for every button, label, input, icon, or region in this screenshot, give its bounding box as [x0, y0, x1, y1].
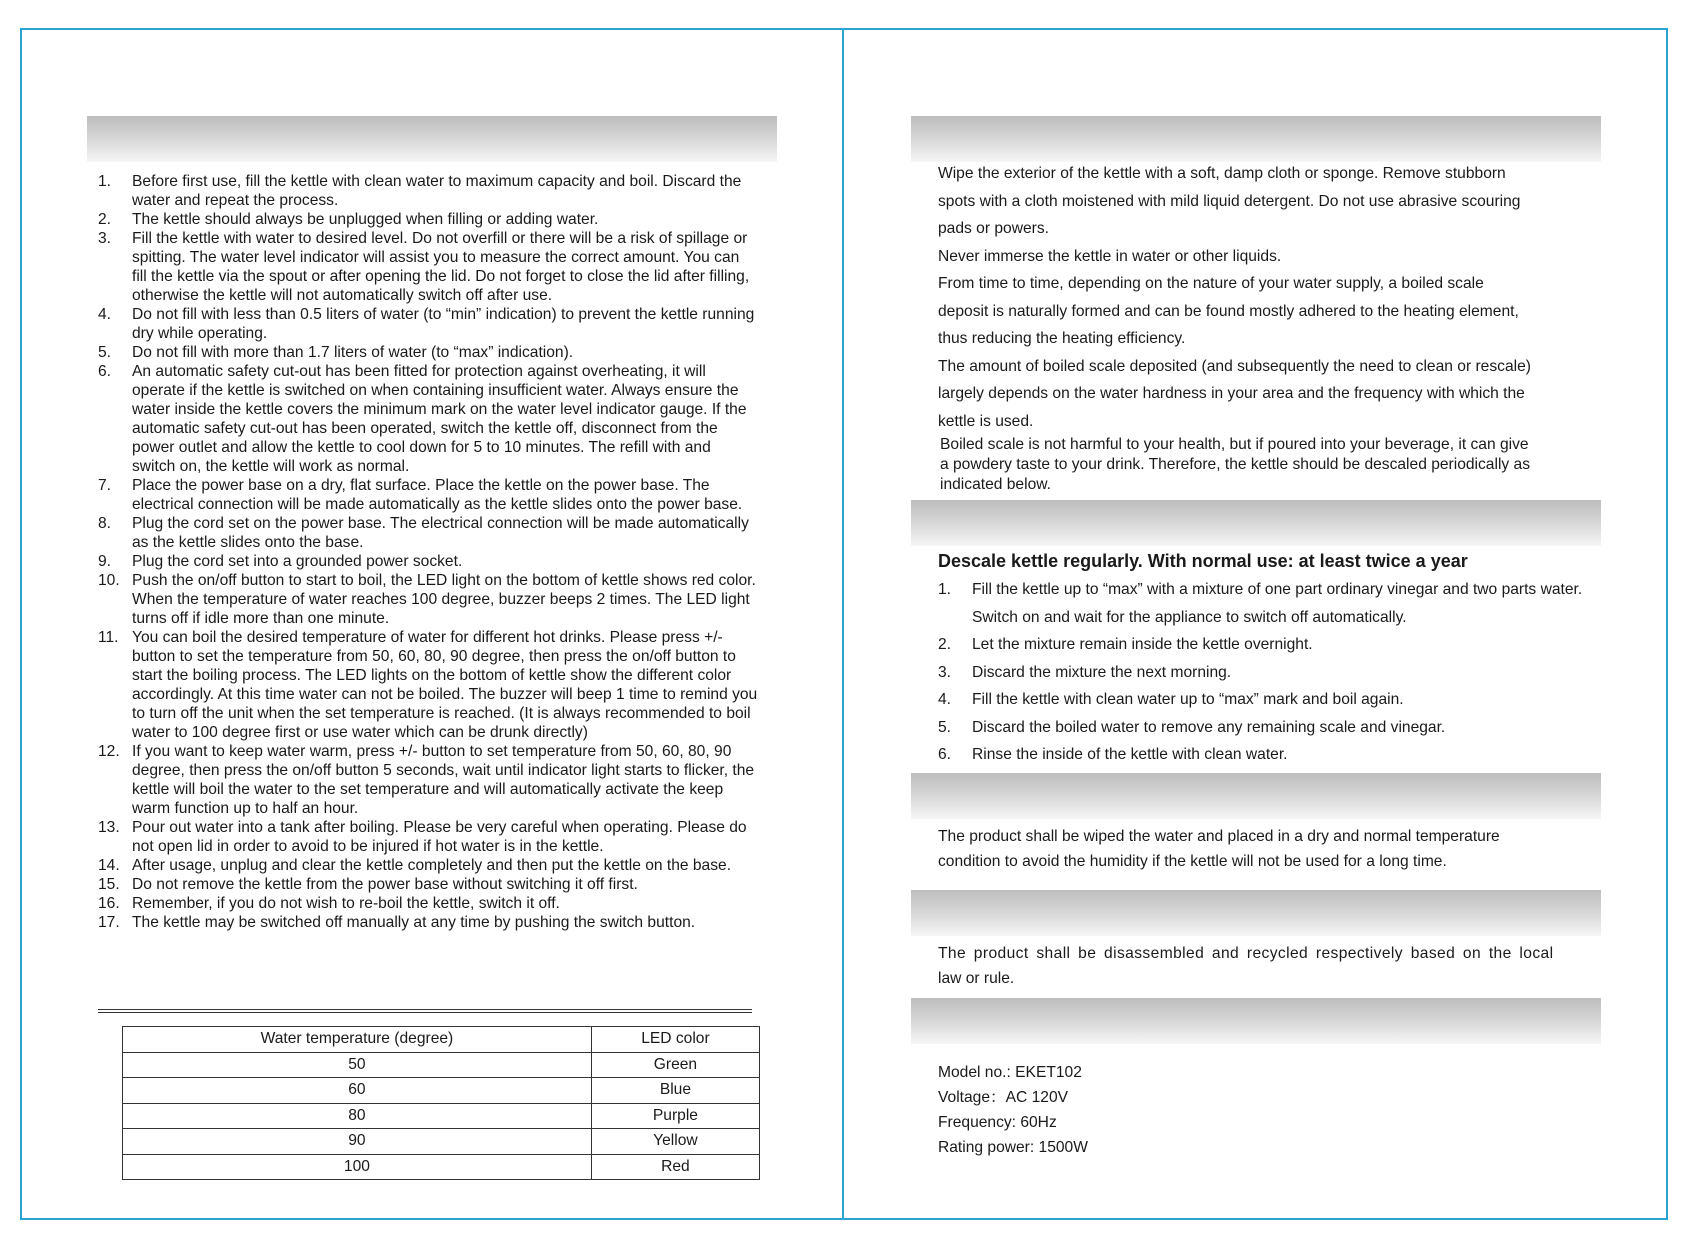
specs-section: [938, 1060, 1598, 1160]
cleaning-section: [938, 160, 1598, 495]
table-cell-color: Blue: [591, 1078, 759, 1104]
descaling-header-bar: [911, 500, 1601, 546]
list-item-number: 6.: [98, 363, 112, 380]
list-item: [98, 229, 758, 305]
cleaning-text-line: a powdery taste to your drink. Therefore, the kettle should be descaled periodically as: [940, 456, 1531, 473]
table-cell-color: Green: [591, 1052, 759, 1078]
list-underline: [98, 1009, 752, 1013]
table-cell-color: Yellow: [591, 1129, 759, 1155]
step-item-text: Let the mixture remain inside the kettle overnight.: [972, 636, 1313, 653]
list-item-text: Plug the cord set on the power base. The electrical connection will be made automatically as the kettle slides onto the base.: [132, 515, 749, 551]
list-item: [98, 552, 758, 571]
disposal-text-line: law or rule.: [938, 970, 1015, 987]
cleaning-text-line: deposit is naturally formed and can be found mostly adhered to the heating element,: [938, 302, 1519, 320]
step-item: [938, 686, 1598, 714]
storage-text-line: The product shall be wiped the water and placed in a dry and normal temperature: [938, 828, 1500, 845]
storage-section: [938, 824, 1598, 874]
list-item: [98, 343, 758, 362]
cleaning-text-line: kettle is used.: [938, 412, 1034, 430]
table-cell-temperature: 100: [123, 1154, 592, 1180]
list-item: [98, 894, 758, 913]
table-row: [123, 1103, 760, 1129]
list-item: [98, 628, 758, 742]
cleaning-text-line: thus reducing the heating efficiency.: [938, 330, 1186, 347]
list-item-text: Fill the kettle with water to desired level. Do not overfill or there will be a risk of spillage or spitting. The water level indicator will assist you to measure the correct amount. You can fill the kettle via the spout or after opening the lid. Do not forget to close the lid after filling, otherwise the kettle will not automatically switch off after use.: [132, 230, 750, 304]
list-item-text: An automatic safety cut-out has been fitted for protection against overheating, it will operate if the kettle is switched on when containing insufficient water. Always ensure the water inside the kettle covers the minimum mark on the water level indicator gauge. If the automatic safety cut-out has been operated, switch the kettle off, disconnect from the power outlet and allow the kettle to cool down for 5 to 10 minutes. The refill with and switch on, the kettle will work as normal.: [132, 363, 747, 475]
list-item: [98, 913, 758, 932]
spec-model: Model no.: EKET102: [938, 1064, 1082, 1081]
list-item: [98, 362, 758, 476]
disposal-section: [938, 941, 1598, 991]
list-item-number: 16.: [98, 895, 120, 912]
list-item: [98, 172, 758, 210]
list-item-text: Do not fill with less than 0.5 liters of water (to “min” indication) to prevent the kettle running dry while operating.: [132, 306, 755, 342]
list-item: [98, 571, 758, 628]
cleaning-text-line: largely depends on the water hardness in your area and the frequency with which the: [938, 385, 1525, 402]
table-cell-temperature: 90: [123, 1129, 592, 1155]
list-item-text: The kettle may be switched off manually at any time by pushing the switch button.: [132, 914, 696, 931]
list-item-number: 3.: [98, 230, 112, 247]
list-item-text: You can boil the desired temperature of water for different hot drinks. Please press +/- button to set the temperature from 50, 60, 80, 90 degree, then press the on/off button to start the boiling process. The LED lights on the bottom of kettle show the different color accordingly. At this time water can not be boiled. The buzzer will beep 1 time to remind you to turn off the unit when the set temperature is reached. (It is always recommended to boil water to 100 degree first or use water which can be drunk directly): [132, 629, 758, 741]
table-row: [123, 1078, 760, 1104]
cleaning-text-line: The amount of boiled scale deposited (and subsequently the need to clean or rescale): [938, 357, 1531, 375]
led-color-table: [122, 1026, 760, 1180]
descaling-title: Descale kettle regularly. With normal use: at least twice a year: [938, 551, 1468, 571]
step-item-text: Discard the mixture the next morning.: [972, 663, 1232, 681]
cleaning-text-line: From time to time, depending on the nature of your water supply, a boiled scale: [938, 275, 1484, 292]
list-item-number: 15.: [98, 876, 120, 893]
storage-header-bar: [911, 773, 1601, 819]
list-item: [98, 742, 758, 818]
spec-voltage: Voltage：AC 120V: [938, 1089, 1069, 1106]
disposal-text-line: The product shall be disassembled and recycled respectively based on the local: [938, 945, 1554, 962]
instructions-list: [98, 172, 758, 932]
cleaning-text-line: Never immerse the kettle in water or other liquids.: [938, 247, 1282, 265]
list-item-number: 5.: [98, 344, 112, 361]
list-item: [98, 476, 758, 514]
table-header-row: [123, 1027, 760, 1053]
step-item-number: 6.: [938, 746, 952, 763]
page-divider: [842, 28, 844, 1220]
list-item-text: After usage, unplug and clear the kettle completely and then put the kettle on the base.: [132, 857, 732, 874]
step-item-text: Rinse the inside of the kettle with clean water.: [972, 746, 1288, 763]
list-item-number: 4.: [98, 306, 112, 323]
cleaning-text-line: Wipe the exterior of the kettle with a soft, damp cloth or sponge. Remove stubborn: [938, 165, 1506, 182]
table-cell-color: Red: [591, 1154, 759, 1180]
list-item-number: 2.: [98, 211, 112, 228]
table-row: [123, 1129, 760, 1155]
list-item-text: If you want to keep water warm, press +/- button to set temperature from 50, 60, 80, 90 degree, then press the on/off button 5 seconds, wait until indicator light starts to flicker, the kettle will boil the water to the set temperature and will automatically activate the keep warm function up to half an hour.: [132, 743, 755, 817]
table-row: [123, 1154, 760, 1180]
list-item-number: 1.: [98, 173, 112, 190]
table-row: [123, 1052, 760, 1078]
step-item-text: Fill the kettle with clean water up to “max” mark and boil again.: [972, 691, 1404, 708]
list-item-number: 17.: [98, 914, 120, 931]
specs-header-bar: [911, 998, 1601, 1044]
list-item-number: 9.: [98, 553, 112, 570]
list-item-number: 13.: [98, 819, 120, 836]
list-item-number: 8.: [98, 515, 112, 532]
cleaning-text-line: pads or powers.: [938, 220, 1049, 237]
list-item-number: 10.: [98, 572, 120, 589]
descaling-steps: [938, 576, 1598, 769]
list-item-text: Do not remove the kettle from the power base without switching it off first.: [132, 876, 638, 893]
list-item-text: Plug the cord set into a grounded power socket.: [132, 553, 463, 570]
list-item: [98, 210, 758, 229]
disposal-header-bar: [911, 890, 1601, 936]
table-header-cell: Water temperature (degree): [123, 1027, 592, 1053]
table-cell-color: Purple: [591, 1103, 759, 1129]
step-item-number: 4.: [938, 691, 952, 708]
table-header-cell: LED color: [591, 1027, 759, 1053]
cleaning-text-line: indicated below.: [940, 476, 1051, 493]
list-item-number: 14.: [98, 857, 120, 874]
list-item-number: 7.: [98, 477, 112, 494]
cleaning-text-line: spots with a cloth moistened with mild liquid detergent. Do not use abrasive scouring: [938, 192, 1521, 210]
list-item-text: Push the on/off button to start to boil, the LED light on the bottom of kettle shows red color. When the temperature of water reaches 100 degree, buzzer beeps 2 times. The LED light turns off if idle more than one minute.: [132, 572, 756, 627]
list-item: [98, 856, 758, 875]
table-cell-temperature: 60: [123, 1078, 592, 1104]
step-item: [938, 714, 1598, 742]
step-item-number: 2.: [938, 636, 952, 653]
list-item: [98, 305, 758, 343]
step-item-text: Discard the boiled water to remove any remaining scale and vinegar.: [972, 718, 1446, 736]
spec-power: Rating power: 1500W: [938, 1139, 1088, 1156]
list-item-text: Place the power base on a dry, flat surface. Place the kettle on the power base. The electrical connection will be made automatically as the kettle slides onto the power base.: [132, 477, 743, 513]
descaling-section: [938, 551, 1598, 769]
storage-text-line: condition to avoid the humidity if the kettle will not be used for a long time.: [938, 853, 1447, 870]
step-item: [938, 741, 1598, 769]
list-item-number: 11.: [98, 629, 119, 646]
step-item-number: 5.: [938, 718, 952, 736]
spec-frequency: Frequency: 60Hz: [938, 1114, 1057, 1131]
list-item: [98, 818, 758, 856]
step-item: [938, 576, 1598, 631]
step-item-number: 3.: [938, 663, 952, 681]
list-item-text: The kettle should always be unplugged when filling or adding water.: [132, 211, 599, 228]
list-item-text: Do not fill with more than 1.7 liters of water (to “max” indication).: [132, 344, 574, 361]
left-section-header-bar: [87, 116, 777, 162]
step-item-number: 1.: [938, 581, 952, 598]
table-cell-temperature: 80: [123, 1103, 592, 1129]
step-item: [938, 631, 1598, 659]
list-item-text: Pour out water into a tank after boiling. Please be very careful when operating. Please do not open lid in order to avoid to be injured if hot water is in the kettle.: [132, 819, 747, 855]
instructions-section: [98, 172, 758, 932]
table-cell-temperature: 50: [123, 1052, 592, 1078]
list-item: [98, 514, 758, 552]
cleaning-header-bar: [911, 116, 1601, 162]
list-item-text: Before first use, fill the kettle with clean water to maximum capacity and boil. Discard the water and repeat the process.: [132, 173, 742, 209]
list-item: [98, 875, 758, 894]
list-item-text: Remember, if you do not wish to re-boil the kettle, switch it off.: [132, 895, 560, 912]
list-item-number: 12.: [98, 743, 120, 760]
cleaning-text-line: Boiled scale is not harmful to your health, but if poured into your beverage, it can give: [940, 436, 1529, 453]
step-item: [938, 659, 1598, 687]
step-item-text: Fill the kettle up to “max” with a mixture of one part ordinary vinegar and two parts water. Switch on and wait for the appliance to switch off automatically.: [972, 581, 1583, 626]
